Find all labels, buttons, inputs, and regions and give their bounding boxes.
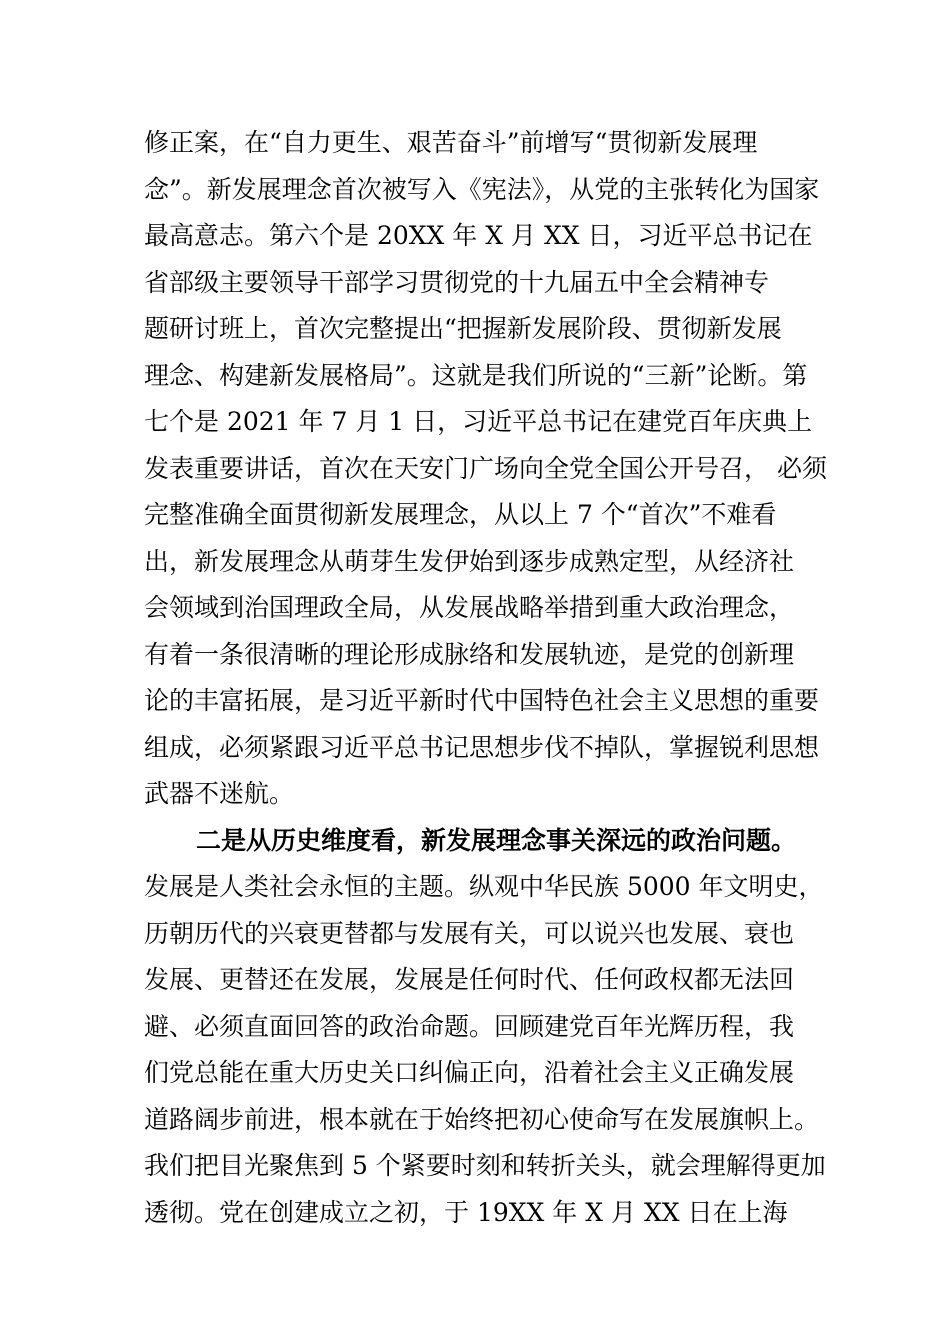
text-line: 最高意志。第六个是 20XX 年 X 月 XX 日，习近平总书记在 xyxy=(144,221,813,250)
text-line: 组成，必须紧跟习近平总书记思想步伐不掉队，掌握锐利思想 xyxy=(144,732,820,762)
text-line: 题研讨班上，首次完整提出“把握新发展阶段、贯彻新发展 xyxy=(144,314,782,343)
text-line: 有着一条很清晰的理论形成脉络和发展轨迹，是党的创新理 xyxy=(144,639,795,669)
text-line: 避、必须直面回答的政治命题。回顾建党百年光辉历程，我 xyxy=(144,1011,795,1041)
text-line: 们党总能在重大历史关口纠偏正向，沿着社会主义正确发展 xyxy=(144,1058,795,1087)
text-line: 出，新发展理念从萌芽生发伊始到逐步成熟定型，从经济社 xyxy=(144,546,795,576)
text-line: 历朝历代的兴衰更替都与发展有关，可以说兴也发展、衰也 xyxy=(144,918,795,948)
text-line: 发展、更替还在发展，发展是任何时代、任何政权都无法回 xyxy=(144,965,795,994)
text-line: 修正案，在“自力更生、艰苦奋斗”前增写“贯彻新发展理 xyxy=(144,128,758,157)
text-line: 理念、构建新发展格局”。这就是我们所说的“三新”论断。第 xyxy=(144,360,808,390)
text-line: 论的丰富拓展，是习近平新时代中国特色社会主义思想的重要 xyxy=(144,686,820,715)
section-heading: 二是从历史维度看，新发展理念事关深远的政治问题。 xyxy=(196,825,797,855)
text-line: 七个是 2021 年 7 月 1 日，习近平总书记在建党百年庆典上 xyxy=(144,407,813,436)
text-line: 发展是人类社会永恒的主题。纵观中华民族 5000 年文明史， xyxy=(144,872,824,901)
text-line: 武器不迷航。 xyxy=(144,779,295,808)
text-line: 念”。新发展理念首次被写入《宪法》，从党的主张转化为国家 xyxy=(144,174,820,204)
body-text xyxy=(144,120,844,1236)
text-line: 透彻。党在创建成立之初，于 19XX 年 X 月 XX 日在上海 xyxy=(144,1197,788,1227)
text-line: 我们把目光聚焦到 5 个紧要时刻和转折关头，就会理解得更加 xyxy=(144,1151,826,1180)
text-line: 道路阔步前进，根本就在于始终把初心使命写在发展旗帜上。 xyxy=(144,1104,820,1134)
text-line: 发表重要讲话，首次在天安门广场向全党全国公开号召， 必须 xyxy=(144,453,827,483)
text-line: 省部级主要领导干部学习贯彻党的十九届五中全会精神专 xyxy=(144,267,770,297)
text-line: 完整准确全面贯彻新发展理念，从以上 7 个“首次”不难看 xyxy=(144,500,777,529)
text-line: 会领域到治国理政全局，从发展战略举措到重大政治理念， xyxy=(144,593,795,622)
